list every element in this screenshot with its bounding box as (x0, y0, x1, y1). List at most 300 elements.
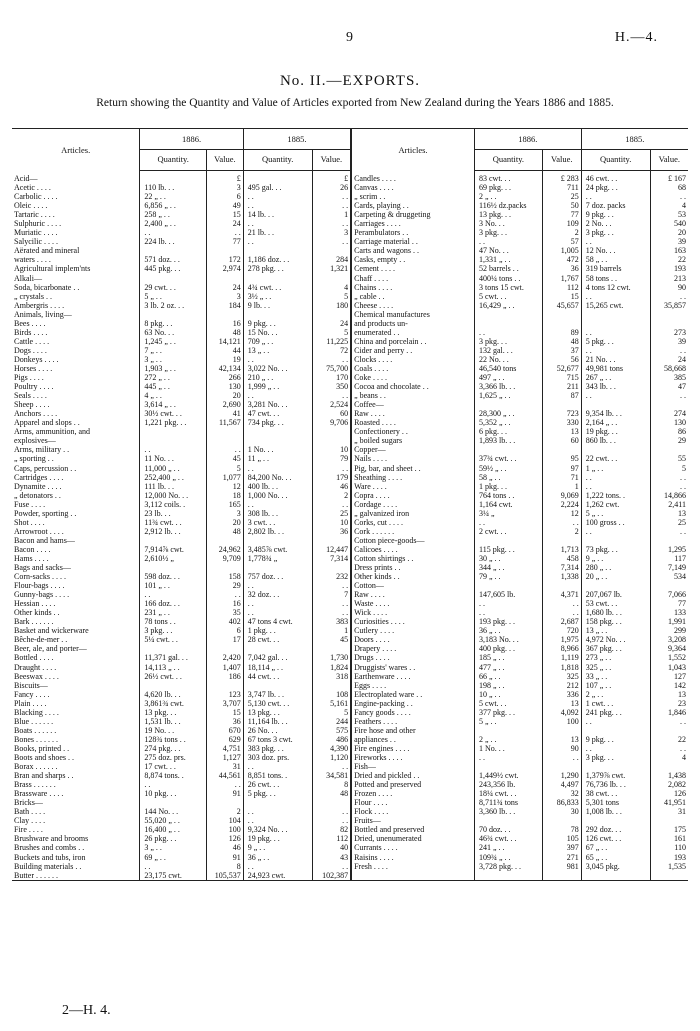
document-reference: H.—4. (614, 30, 658, 45)
right-quantity-1886-cell: 37¾ cwt. . . (474, 454, 542, 463)
right-quantity-1886-cell: 400 pkg. . . (474, 644, 542, 653)
right-quantity-1886-cell: 52 barrels . . (474, 264, 542, 273)
right-quantity-1886-cell: 36 „ . . (474, 626, 542, 635)
left-value-1885-cell: 79 (312, 454, 351, 463)
left-quantity-1886-cell (140, 310, 207, 319)
left-quantity-1885-cell: 21 lb. . . (243, 228, 312, 237)
left-quantity-1885-cell: . . (243, 599, 312, 608)
right-value-1885-cell: 299 (650, 626, 688, 635)
left-value-1885-cell: 45 (312, 635, 351, 644)
right-value-1886-cell: 50 (542, 201, 581, 210)
left-quantity-1886-cell: 10 pkg. . . (140, 789, 207, 798)
left-value-1886-cell: 1,077 (207, 473, 244, 482)
right-value-1886-cell: 89 (542, 328, 581, 337)
left-quantity-1885-cell: 3,485⅞ cwt. (243, 545, 312, 554)
right-article-cell: Fireworks . . . . (351, 753, 474, 762)
right-value-1886-cell: 13 (542, 699, 581, 708)
right-value-1886-cell: 2 (542, 527, 581, 536)
table-row (12, 789, 688, 798)
right-quantity-1885-cell (581, 319, 650, 328)
left-value-1886-cell: 2 (207, 807, 244, 816)
table-subtitle: Return showing the Quantity and Value of Articles exported from New Zealand during the Years 1886 and 1885. (96, 97, 614, 109)
right-quantity-1886-cell: 109¾ „ . . (474, 853, 542, 862)
right-quantity-1885-cell: . . (581, 292, 650, 301)
right-value-1886-cell: 12 (542, 509, 581, 518)
table-row (12, 545, 688, 554)
right-quantity-1886-cell: 1 pkg. . . (474, 482, 542, 491)
right-value-1886-cell (542, 816, 581, 825)
right-value-1885-cell: 1,295 (650, 545, 688, 554)
left-article-cell: „ detonators . . (14, 490, 61, 500)
right-value-1886-cell: . . (542, 608, 581, 617)
right-quantity-1886-cell: 400¼ tons . . (474, 274, 542, 283)
left-quantity-1885-cell: 303 doz. prs. (243, 753, 312, 762)
left-quantity-1885-cell: 734 pkg. . . (243, 418, 312, 427)
table-row (12, 171, 688, 184)
right-value-1886-cell: 1,338 (542, 572, 581, 581)
left-quantity-1886-cell (140, 681, 207, 690)
right-article-cell: Sheathing . . . . (351, 473, 474, 482)
right-quantity-1886-cell (474, 871, 542, 880)
left-value-1885-cell (312, 246, 351, 255)
right-value-1886-cell: 56 (542, 355, 581, 364)
right-quantity-1886-cell: 147,605 lb. (474, 590, 542, 599)
left-article-cell: Borax . . . . . . (14, 762, 58, 772)
table-row (12, 283, 688, 292)
value-header: Value. (207, 150, 244, 171)
left-quantity-1886-cell: 26 pkg. . . (140, 834, 207, 843)
left-article-cell: Bark . . . . . . (14, 617, 54, 627)
left-article-cell: Agricultural implem'nts (14, 264, 91, 274)
left-quantity-1885-cell: 26 cwt. . . (243, 780, 312, 789)
left-value-1885-cell: . . (312, 816, 351, 825)
left-quantity-1886-cell (140, 436, 207, 445)
table-row (12, 572, 688, 581)
table-row (12, 310, 688, 319)
left-article-cell: Cattle . . . . (14, 336, 50, 346)
right-quantity-1885-cell: 292 doz. . . (581, 825, 650, 834)
right-value-1886-cell: . . (542, 599, 581, 608)
left-quantity-1885-cell: 1,186 doz. . . (243, 255, 312, 264)
table-row (12, 237, 688, 246)
table-row (12, 518, 688, 527)
left-value-1886-cell: 46 (207, 843, 244, 852)
right-quantity-1886-cell (474, 762, 542, 771)
left-quantity-1885-cell: 2,802 lb. . . (243, 527, 312, 536)
table-row (12, 653, 688, 662)
left-value-1886-cell: 91 (207, 853, 244, 862)
left-article-cell: Plain . . . . (14, 698, 47, 708)
right-value-1886-cell (542, 400, 581, 409)
left-article-cell: Dogs . . . . (14, 345, 47, 355)
left-value-1886-cell: 41 (207, 409, 244, 418)
right-value-1885-cell: 77 (650, 599, 688, 608)
right-article-cell: Nails . . . . (351, 454, 474, 463)
left-value-1886-cell (207, 246, 244, 255)
right-quantity-1886-cell: 116½ dz.packs (474, 201, 542, 210)
right-value-1886-cell: 711 (542, 183, 581, 192)
left-value-1885-cell: 112 (312, 834, 351, 843)
right-article-cell: Cotton shirtings . . (351, 554, 474, 563)
right-article-cell: Clocks . . . . (351, 355, 474, 364)
left-value-1885-cell: 1 (312, 210, 351, 219)
table-row (12, 617, 688, 626)
left-value-1886-cell: 3 (207, 183, 244, 192)
left-quantity-1886-cell: 445 pkg. . . (140, 264, 207, 273)
left-value-1885-cell: 9,706 (312, 418, 351, 427)
right-quantity-1885-cell (581, 310, 650, 319)
left-quantity-1885-cell: . . (243, 816, 312, 825)
right-value-1885-cell: . . (650, 391, 688, 400)
left-quantity-1886-cell (140, 644, 207, 653)
left-quantity-1886-cell: 4,620 lb. . . (140, 690, 207, 699)
right-quantity-1885-cell: 267 „ . . (581, 373, 650, 382)
left-article-cell: Caps, percussion . . (14, 463, 77, 473)
right-quantity-1886-cell: 3 pkg. . . (474, 337, 542, 346)
right-quantity-1886-cell: 185 „ . . (474, 653, 542, 662)
right-value-1886-cell: 57 (542, 237, 581, 246)
left-quantity-1886-cell: 3 lb. 2 oz. . . (140, 301, 207, 310)
right-value-1886-cell: 9,069 (542, 491, 581, 500)
right-value-1885-cell: 13 (650, 509, 688, 518)
right-quantity-1885-cell: 280 „ . . (581, 563, 650, 572)
left-quantity-1885-cell (243, 246, 312, 255)
left-value-1885-cell: 40 (312, 843, 351, 852)
left-quantity-1885-cell: . . (243, 807, 312, 816)
left-quantity-1886-cell: 128¾ tons . . (140, 735, 207, 744)
right-article-cell: Cutlery . . . . (351, 626, 474, 635)
right-value-1886-cell: 30 (542, 807, 581, 816)
table-row (12, 608, 688, 617)
right-quantity-1886-cell: 66 „ . . (474, 672, 542, 681)
left-value-1885-cell: . . (312, 201, 351, 210)
table-row (12, 554, 688, 563)
left-quantity-1886-cell (140, 427, 207, 436)
left-value-1885-cell: 1 (312, 626, 351, 635)
right-quantity-1885-cell: 3 pkg. . . (581, 228, 650, 237)
left-article-cell: Soda, bicarbonate . . (14, 282, 80, 292)
left-quantity-1886-cell: 2,912 lb. . . (140, 527, 207, 536)
left-article-cell: Draught . . . . (14, 662, 57, 672)
right-value-1886-cell: 60 (542, 436, 581, 445)
left-quantity-1886-cell: 3 „ . . (140, 843, 207, 852)
year-1885-header-right: 1885. (581, 129, 688, 150)
right-article-cell: Druggists' wares . . (351, 663, 474, 672)
table-row (12, 635, 688, 644)
right-quantity-1885-cell: 4,972 No. . . (581, 635, 650, 644)
right-article-cell: „ galvanized iron (351, 509, 474, 518)
left-value-1886-cell: 24 (207, 219, 244, 228)
left-quantity-1885-cell: . . (243, 608, 312, 617)
left-article-cell: Shot . . . . (14, 517, 45, 527)
articles-header-left: Articles. (61, 144, 91, 155)
right-quantity-1885-cell: 9 pkg. . . (581, 735, 650, 744)
left-quantity-1885-cell: 84,200 No. . . (243, 473, 312, 482)
right-article-cell: Carts and wagons . . (351, 246, 474, 255)
left-article-cell: Building materials . . (14, 861, 82, 871)
right-quantity-1885-cell: 53 cwt. . . (581, 599, 650, 608)
right-quantity-1885-cell: 1 cwt. . . (581, 699, 650, 708)
right-quantity-1885-cell: 22 cwt. . . (581, 454, 650, 463)
left-quantity-1885-cell: 3,022 No. . . (243, 364, 312, 373)
right-quantity-1886-cell (474, 400, 542, 409)
right-quantity-1886-cell: 497 „ . . (474, 373, 542, 382)
right-value-1886-cell: 1,290 (542, 771, 581, 780)
right-quantity-1886-cell: 241 „ . . (474, 843, 542, 852)
right-value-1885-cell: 29 (650, 436, 688, 445)
left-quantity-1885-cell: . . (243, 201, 312, 210)
page-number: 9 (346, 30, 353, 45)
right-value-1886-cell: . . (542, 518, 581, 527)
table-row (12, 744, 688, 753)
left-value-1885-cell (312, 798, 351, 807)
right-article-cell: Raisins . . . . (351, 853, 474, 862)
right-quantity-1885-cell: 9 „ . . (581, 554, 650, 563)
left-value-1885-cell: 5 (312, 708, 351, 717)
left-quantity-1886-cell: 166 doz. . . (140, 599, 207, 608)
table-row (12, 491, 688, 500)
right-quantity-1885-cell: 38 cwt. . . (581, 789, 650, 798)
right-article-cell: Fire hose and other (351, 726, 474, 735)
right-value-1886-cell: 13 (542, 427, 581, 436)
left-article-cell: Poultry . . . . (14, 382, 54, 392)
left-quantity-1885-cell (243, 644, 312, 653)
table-row (12, 771, 688, 780)
right-article-cell: Doors . . . . (351, 635, 474, 644)
left-article-cell: Aërated and mineral (14, 246, 80, 256)
left-value-1885-cell: 108 (312, 690, 351, 699)
quantity-header: Quantity. (581, 150, 650, 171)
right-value-1885-cell: 1,991 (650, 617, 688, 626)
left-quantity-1886-cell: 26½ cwt. . . (140, 672, 207, 681)
right-value-1885-cell: 274 (650, 409, 688, 418)
left-quantity-1885-cell: . . (243, 581, 312, 590)
right-quantity-1886-cell: 132 gal. . . (474, 346, 542, 355)
left-article-cell: Bones . . . . . . (14, 734, 58, 744)
table-row (12, 780, 688, 789)
right-quantity-1885-cell: 5 „ . . (581, 509, 650, 518)
right-article-cell: Flour . . . . (351, 798, 474, 807)
left-quantity-1886-cell: 3,614 „ . . (140, 400, 207, 409)
right-quantity-1886-cell: 13 pkg. . . (474, 210, 542, 219)
left-quantity-1885-cell: 47 tons 4 cwt. (243, 617, 312, 626)
right-article-cell: Roasted . . . . (351, 418, 474, 427)
quantity-header: Quantity. (243, 150, 312, 171)
left-quantity-1886-cell: 16,400 „ . . (140, 825, 207, 834)
left-value-1885-cell: 575 (312, 726, 351, 735)
left-quantity-1886-cell: 22 „ . . (140, 192, 207, 201)
left-value-1886-cell: . . (207, 445, 244, 454)
right-quantity-1885-cell: 5 pkg. . . (581, 337, 650, 346)
left-value-1885-cell: 26 (312, 183, 351, 192)
right-article-cell: Ware . . . . (351, 482, 474, 491)
left-value-1885-cell: 5 (312, 328, 351, 337)
left-article-cell: Buckets and tubs, iron (14, 852, 86, 862)
table-row (12, 509, 688, 518)
right-quantity-1885-cell: . . (581, 328, 650, 337)
right-value-1886-cell: 1 (542, 482, 581, 491)
left-value-1886-cell (207, 644, 244, 653)
left-value-1886-cell: 17 (207, 635, 244, 644)
right-article-cell: Raw . . . . (351, 409, 474, 418)
table-row (12, 825, 688, 834)
right-value-1885-cell: 35,857 (650, 301, 688, 310)
right-quantity-1886-cell: 5,352 „ . . (474, 418, 542, 427)
left-value-1886-cell: 29 (207, 581, 244, 590)
left-article-cell: Bottled . . . . (14, 653, 54, 663)
left-value-1886-cell: 158 (207, 572, 244, 581)
left-value-1885-cell: 10 (312, 518, 351, 527)
right-article-cell: and products un- (351, 319, 474, 328)
table-row (12, 527, 688, 536)
left-value-1885-cell: 10 (312, 445, 351, 454)
right-quantity-1885-cell: 325 „ . . (581, 663, 650, 672)
right-article-cell: Wick . . . . (351, 608, 474, 617)
right-value-1886-cell (542, 536, 581, 545)
left-article-cell: Corn-sacks . . . . (14, 572, 66, 582)
right-value-1886-cell: 271 (542, 853, 581, 862)
right-quantity-1886-cell: 1,449½ cwt. (474, 771, 542, 780)
left-value-1886-cell: 6 (207, 192, 244, 201)
left-article-cell: Boats . . . . . . (14, 725, 57, 735)
left-quantity-1885-cell (243, 798, 312, 807)
left-value-1885-cell: 284 (312, 255, 351, 264)
left-quantity-1886-cell: 571 doz. . . (140, 255, 207, 264)
table-row (12, 798, 688, 807)
left-value-1885-cell: . . (312, 391, 351, 400)
left-article-cell: Cartridges . . . . (14, 472, 64, 482)
table-row (12, 219, 688, 228)
left-article-cell: Sheep . . . . (14, 400, 50, 410)
right-quantity-1886-cell: 1 No. . . (474, 744, 542, 753)
left-value-1885-cell: . . (312, 219, 351, 228)
right-value-1886-cell: 90 (542, 744, 581, 753)
left-value-1885-cell: 8 (312, 780, 351, 789)
right-value-1886-cell: 723 (542, 409, 581, 418)
right-value-1885-cell: 39 (650, 337, 688, 346)
left-value-1885-cell: 48 (312, 789, 351, 798)
table-row (12, 454, 688, 463)
left-value-1886-cell: 3 (207, 509, 244, 518)
right-article-cell: Dried, unenumerated (351, 834, 474, 843)
left-quantity-1885-cell: 13 pkg. . . (243, 708, 312, 717)
articles-header-right: Articles. (351, 129, 474, 171)
left-value-1886-cell: 165 (207, 500, 244, 509)
right-article-cell: Carriage material . . (351, 237, 474, 246)
left-value-1885-cell (312, 644, 351, 653)
right-value-1886-cell: 458 (542, 554, 581, 563)
right-quantity-1886-cell (474, 536, 542, 545)
right-quantity-1885-cell: 19 pkg. . . (581, 427, 650, 436)
left-quantity-1885-cell: 4¾ cwt. . . (243, 283, 312, 292)
left-article-cell: Hams . . . . (14, 553, 49, 563)
right-article-cell: Eggs . . . . (351, 681, 474, 690)
left-value-1886-cell: 130 (207, 382, 244, 391)
left-value-1886-cell (207, 563, 244, 572)
left-value-1886-cell: £ (207, 171, 244, 184)
right-value-1885-cell: 142 (650, 681, 688, 690)
left-value-1885-cell: . . (312, 862, 351, 871)
left-quantity-1886-cell: 14,113 „ . . (140, 663, 207, 672)
table-row (12, 753, 688, 762)
left-value-1886-cell: 123 (207, 690, 244, 699)
left-value-1885-cell: 7,314 (312, 554, 351, 563)
right-article-cell: Cotton piece-goods— (351, 536, 474, 545)
left-article-cell: Brassware . . . . (14, 789, 64, 799)
left-article-cell: Beeswax . . . . (14, 671, 59, 681)
right-quantity-1886-cell: 344 „ . . (474, 563, 542, 572)
left-quantity-1885-cell: 1 No. . . (243, 445, 312, 454)
right-quantity-1885-cell: 343 lb. . . (581, 382, 650, 391)
right-value-1886-cell: £ 283 (542, 171, 581, 184)
right-value-1886-cell: 71 (542, 473, 581, 482)
left-quantity-1886-cell: 3 „ . . (140, 355, 207, 364)
table-row (12, 681, 688, 690)
left-value-1885-cell: 2 (312, 491, 351, 500)
left-quantity-1886-cell: 63 No. . . (140, 328, 207, 337)
left-value-1885-cell: 5 (312, 292, 351, 301)
right-quantity-1885-cell (581, 726, 650, 735)
right-quantity-1885-cell: 126 cwt. . . (581, 834, 650, 843)
right-quantity-1886-cell: 70 doz. . . (474, 825, 542, 834)
right-quantity-1885-cell: 1 „ . . (581, 464, 650, 473)
right-quantity-1886-cell: 1,625 „ . . (474, 391, 542, 400)
right-quantity-1885-cell: 33 „ . . (581, 672, 650, 681)
left-value-1886-cell: 91 (207, 789, 244, 798)
right-value-1885-cell: 273 (650, 328, 688, 337)
right-value-1886-cell: 981 (542, 862, 581, 871)
left-quantity-1885-cell: 5 pkg. . . (243, 789, 312, 798)
left-quantity-1885-cell (243, 436, 312, 445)
right-value-1885-cell: 540 (650, 219, 688, 228)
right-quantity-1885-cell: . . (581, 346, 650, 355)
right-quantity-1886-cell: 1,164 cwt. (474, 500, 542, 509)
left-quantity-1886-cell: . . (140, 862, 207, 871)
right-value-1886-cell: 15 (542, 292, 581, 301)
left-quantity-1886-cell: . . (140, 228, 207, 237)
table-row (12, 708, 688, 717)
left-quantity-1886-cell: 29 cwt. . . (140, 283, 207, 292)
right-article-cell: appliances . . (351, 735, 474, 744)
left-quantity-1886-cell (140, 246, 207, 255)
table-row (12, 364, 688, 373)
right-article-cell: Coffee— (351, 400, 474, 409)
left-article-cell: Fuse . . . . (14, 499, 46, 509)
left-value-1885-cell: 5,161 (312, 699, 351, 708)
right-article-cell: China and porcelain . . (351, 337, 474, 346)
right-quantity-1886-cell: 59½ „ . . (474, 464, 542, 473)
right-article-cell: Carriages . . . . (351, 219, 474, 228)
left-article-cell: Acetic . . . . (14, 183, 51, 193)
left-quantity-1885-cell (243, 310, 312, 319)
right-quantity-1886-cell (474, 581, 542, 590)
left-quantity-1886-cell: 275 doz. prs. (140, 753, 207, 762)
right-quantity-1885-cell (581, 762, 650, 771)
page-footer: 2—H. 4. (62, 1003, 111, 1018)
left-quantity-1885-cell: 9,324 No. . . (243, 825, 312, 834)
left-value-1886-cell (207, 427, 244, 436)
right-value-1885-cell: 161 (650, 834, 688, 843)
table-row (12, 355, 688, 364)
right-value-1886-cell: 87 (542, 391, 581, 400)
left-value-1885-cell: 318 (312, 672, 351, 681)
value-header: Value. (650, 150, 688, 171)
right-value-1886-cell (542, 871, 581, 880)
right-value-1886-cell (542, 319, 581, 328)
left-article-cell: Birds . . . . (14, 327, 48, 337)
left-article-cell: Beer, ale, and porter— (14, 644, 87, 654)
right-value-1885-cell (650, 400, 688, 409)
